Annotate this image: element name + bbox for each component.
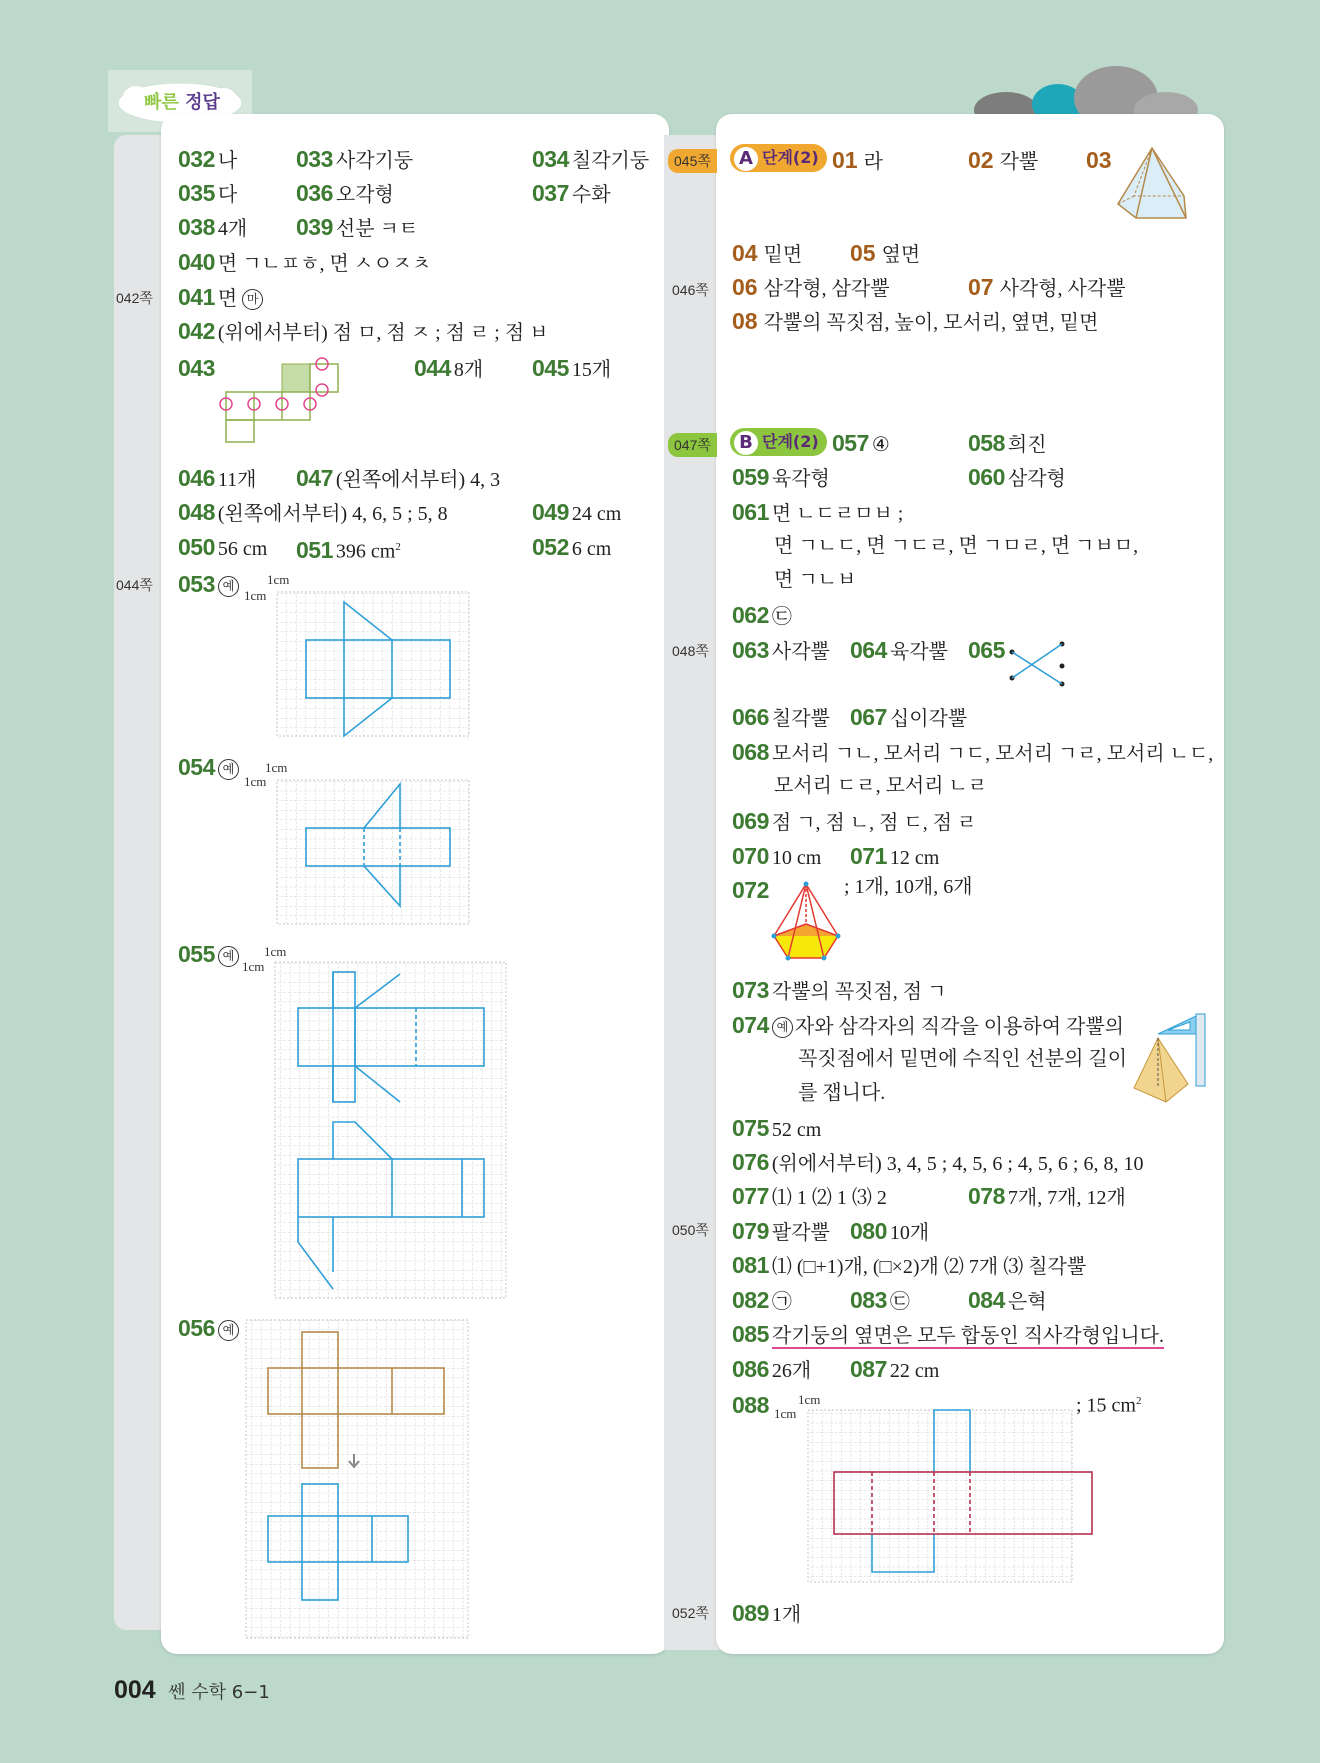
badge-word-1: 빠른 xyxy=(144,92,179,113)
answer-069: 069 점 ㄱ, 점 ㄴ, 점 ㄷ, 점 ㄹ xyxy=(732,808,977,834)
answer-08: 08 각뿔의 꼭짓점, 높이, 모서리, 옆면, 밑면 xyxy=(732,308,1099,334)
stage-a-badge xyxy=(730,144,827,172)
answer-01: 01 라 xyxy=(832,147,883,173)
unit-label: 1cm xyxy=(244,774,267,789)
answer-04: 04 밑면 xyxy=(732,240,803,266)
answer-070: 070 10 cm xyxy=(732,843,822,869)
stage-b-badge xyxy=(730,428,827,456)
answer-084: 084 은혁 xyxy=(968,1287,1047,1313)
answer-074: 074 예 자와 삼각자의 직각을 이용하여 각뿔의 xyxy=(732,1012,1124,1038)
answer-073: 073 각뿔의 꼭짓점, 점 ㄱ xyxy=(732,977,947,1003)
answer-054-net-figure xyxy=(244,760,488,922)
answer-058: 058 희진 xyxy=(968,430,1047,456)
unit-label: 1cm xyxy=(264,944,287,959)
answer-054: 054 예 xyxy=(178,754,241,782)
answer-07: 07 사각형, 사각뿔 xyxy=(968,274,1126,300)
answer-066: 066 칠각뿔 xyxy=(732,704,830,730)
answer-043: 043 xyxy=(178,355,215,381)
answer-072-pyramid-figure xyxy=(772,880,842,964)
answer-081: 081 ⑴ (□+1)개, (□×2)개 ⑵ 7개 ⑶ 칠각뿔 xyxy=(732,1252,1087,1278)
page-ref: 047쪽 xyxy=(668,433,717,457)
answer-042: 042 (위에서부터) 점 ㅁ, 점 ㅈ ; 점 ㄹ ; 점 ㅂ xyxy=(178,318,549,344)
answer-056: 056 예 xyxy=(178,1315,241,1343)
answer-034: 034 칠각기둥 xyxy=(532,146,650,172)
answer-080: 080 10개 xyxy=(850,1218,930,1244)
answer-067: 067 십이각뿔 xyxy=(850,704,968,730)
page-ref: 048쪽 xyxy=(672,643,709,659)
answer-057: 057 ④ xyxy=(832,430,890,456)
answer-085: 085 각기둥의 옆면은 모두 합동인 직사각형입니다. xyxy=(732,1321,1164,1347)
unit-label: 1cm xyxy=(265,760,288,775)
answer-055: 055 예 xyxy=(178,941,241,969)
answer-053-net-figure xyxy=(244,572,488,744)
answer-02: 02 각뿔 xyxy=(968,147,1039,173)
answer-038: 038 4개 xyxy=(178,214,248,240)
answer-071: 071 12 cm xyxy=(850,843,940,869)
page-ref: 045쪽 xyxy=(668,149,717,173)
answer-03: 03 xyxy=(1086,147,1112,173)
answer-03-pyramid-figure xyxy=(1116,146,1192,222)
page-ref: 044쪽 xyxy=(116,577,153,593)
answer-040: 040 면 ㄱㄴㅍㅎ, 면 ㅅㅇㅈㅊ xyxy=(178,249,432,275)
answer-035: 035 다 xyxy=(178,180,238,206)
answer-061-line2: 면 ㄱㄴㄷ, 면 ㄱㄷㄹ, 면 ㄱㅁㄹ, 면 ㄱㅂㅁ, xyxy=(774,535,1139,557)
badge-word-2: 정답 xyxy=(185,92,220,113)
answer-044: 044 8개 xyxy=(414,355,484,381)
answer-053: 053 예 xyxy=(178,571,241,599)
answer-043-net-figure xyxy=(222,358,342,442)
footer xyxy=(114,1676,270,1705)
answer-088: 088 xyxy=(732,1392,769,1418)
answer-061: 061 면 ㄴㄷㄹㅁㅂ ; xyxy=(732,499,904,525)
answer-072: 072 xyxy=(732,877,769,903)
answer-076: 076 (위에서부터) 3, 4, 5 ; 4, 5, 6 ; 4, 5, 6 ; 6, 8, 10 xyxy=(732,1149,1144,1175)
answer-074-ruler-figure xyxy=(1132,1008,1206,1108)
answer-048: 048 (왼쪽에서부터) 4, 6, 5 ; 5, 8 xyxy=(178,499,448,525)
answer-088-net-figure xyxy=(774,1394,1084,1584)
answer-050: 050 56 cm xyxy=(178,534,268,560)
answer-065-connection-figure xyxy=(1008,640,1064,692)
answer-061-line3: 면 ㄱㄴㅂ xyxy=(774,569,857,591)
answer-074-line2: 꼭짓점에서 밑면에 수직인 선분의 길이 xyxy=(798,1048,1128,1070)
answer-036: 036 오각형 xyxy=(296,180,394,206)
stage-a-letter: A xyxy=(734,147,758,171)
answer-033: 033 사각기둥 xyxy=(296,146,414,172)
answer-087: 087 22 cm xyxy=(850,1356,940,1382)
answer-039: 039 선분 ㅋㅌ xyxy=(296,214,419,240)
unit-label: 1cm xyxy=(242,959,265,974)
answer-045: 045 15개 xyxy=(532,355,612,381)
page-ref: 046쪽 xyxy=(672,282,709,298)
right-ref-strip xyxy=(664,135,724,1650)
answer-052: 052 6 cm xyxy=(532,534,612,560)
answer-072-text: ; 1개, 10개, 6개 xyxy=(844,876,973,898)
answer-037: 037 수화 xyxy=(532,180,611,206)
answer-046: 046 11개 xyxy=(178,465,257,491)
stage-b-label: 단계(2) xyxy=(762,432,819,451)
unit-label: 1cm xyxy=(774,1406,797,1421)
unit-label: 1cm xyxy=(244,588,267,603)
stage-a-label: 단계(2) xyxy=(762,148,819,167)
page-ref: 050쪽 xyxy=(672,1222,709,1238)
page-number: 004 xyxy=(114,1676,156,1704)
answer-079: 079 팔각뿔 xyxy=(732,1218,830,1244)
answer-063: 063 사각뿔 xyxy=(732,637,830,663)
answer-068-line2: 모서리 ㄷㄹ, 모서리 ㄴㄹ xyxy=(774,775,988,797)
answer-064: 064 육각뿔 xyxy=(850,637,948,663)
answer-068: 068 모서리 ㄱㄴ, 모서리 ㄱㄷ, 모서리 ㄱㄹ, 모서리 ㄴㄷ, xyxy=(732,739,1214,765)
answer-060: 060 삼각형 xyxy=(968,464,1066,490)
page-ref: 052쪽 xyxy=(672,1605,709,1621)
answer-082: 082 ㉠ xyxy=(732,1287,792,1313)
clouds-decoration-icon xyxy=(966,62,1206,122)
answer-083: 083 ㉢ xyxy=(850,1287,910,1313)
answer-06: 06 삼각형, 삼각뿔 xyxy=(732,274,890,300)
answer-049: 049 24 cm xyxy=(532,499,622,525)
answer-088-text: ; 15 $cm^2$ xyxy=(1076,1394,1142,1417)
answer-056-net-figure xyxy=(242,1320,482,1642)
answer-077: 077 ⑴ 1 ⑵ 1 ⑶ 2 xyxy=(732,1183,887,1209)
answer-055-net-figure xyxy=(242,944,512,1304)
unit-label: 1cm xyxy=(798,1392,821,1407)
answer-086: 086 26개 xyxy=(732,1356,812,1382)
answer-05: 05 옆면 xyxy=(850,240,921,266)
answer-078: 078 7개, 7개, 12개 xyxy=(968,1183,1126,1209)
stage-b-letter: B xyxy=(734,431,758,455)
answer-075: 075 52 cm xyxy=(732,1115,822,1141)
book-title: 쎈 수학 6−1 xyxy=(168,1682,270,1703)
answer-051: 051 396 $cm^2$ xyxy=(296,536,401,563)
unit-label: 1cm xyxy=(267,572,290,587)
answer-065: 065 xyxy=(968,637,1005,663)
answer-032: 032 나 xyxy=(178,146,238,172)
answer-074-line3: 를 잽니다. xyxy=(798,1082,886,1104)
answer-089: 089 1개 xyxy=(732,1600,802,1626)
page-ref: 042쪽 xyxy=(116,290,153,306)
answer-062: 062 ㉢ xyxy=(732,602,792,628)
answer-041: 041 면 마 xyxy=(178,284,265,312)
answer-047: 047 (왼쪽에서부터) 4, 3 xyxy=(296,465,501,491)
answer-059: 059 육각형 xyxy=(732,464,830,490)
